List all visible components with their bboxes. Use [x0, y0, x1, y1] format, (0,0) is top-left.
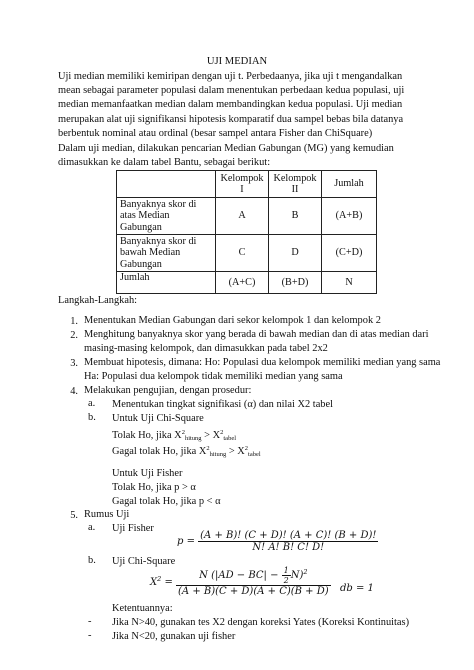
step-2-text-line2: masing-masing kelompok, dan dimasukkan pada tabel 2x2	[84, 343, 328, 354]
table-cell: D	[269, 235, 322, 272]
table-header-cell: Kelompok I	[216, 171, 269, 198]
table-header-cell: Jumlah	[322, 171, 377, 198]
table-cell: (B+D)	[269, 272, 322, 294]
step-5a-text: Uji Fisher	[112, 523, 154, 534]
table-cell: (A+C)	[216, 272, 269, 294]
tolak-fisher-rule: Tolak Ho, jika p > α	[112, 482, 196, 493]
list-number: 3.	[70, 358, 78, 369]
document-title: UJI MEDIAN	[206, 56, 268, 67]
list-number: 4.	[70, 386, 78, 397]
table-cell: Banyaknya skor di atas Median Gabungan	[117, 198, 216, 235]
median-table	[116, 170, 377, 294]
degrees-of-freedom: db = 1	[340, 583, 374, 594]
tabel-subscript: tabel	[248, 451, 261, 458]
fisher-heading: Untuk Uji Fisher	[112, 468, 183, 479]
table-header-row	[117, 171, 377, 198]
step-4b-text: Untuk Uji Chi-Square	[112, 413, 204, 424]
step-4a-text: Menentukan tingkat signifikasi (α) dan nilai X2 tabel	[112, 399, 333, 410]
chi-square-formula: $X^2$ = N (|AD − BC| − $\frac{1}{2}$ N)$^2$ (A + B)(C + D)(A + C)(B + D)	[150, 566, 329, 597]
fisher-lhs: p =	[177, 536, 195, 547]
table-intro-paragraph: Dalam uji median, dilakukan pencarian Median Gabungan (MG) yang kemudian dimasukkan ke dalam tabel Bantu, sebagai berikut:	[58, 143, 394, 169]
ketentuan-item: Jika N>40, gunakan tes X2 dengan koreksi Yates (Koreksi Kontinuitas)	[112, 617, 410, 628]
chi-denominator: (A + B)(C + D)(A + C)(B + D)	[178, 586, 329, 597]
step-2-text-line1: Menghitung banyaknya skor yang berada di bawah median dan di atas median dari	[84, 329, 429, 340]
chi-numerator: N (|AD − BC| − $\frac{1}{2}$ N)$^2$	[176, 566, 331, 586]
step-4-text: Melakukan pengujian, dengan prosedur:	[84, 385, 252, 396]
table-header-cell	[117, 171, 216, 198]
step-3-text-line2: Ha: Populasi dua kelompok tidak memiliki median yang sama	[84, 371, 343, 382]
fisher-formula	[177, 530, 378, 553]
gagal-fisher-rule: Gagal tolak Ho, jika p < α	[112, 496, 221, 507]
list-letter: b.	[88, 412, 96, 423]
bullet-dash: -	[88, 616, 92, 627]
hitung-subscript: hitung	[209, 451, 227, 458]
intro-paragraph: Uji median memiliki kemiripan dengan uji t. Perbedaanya, jika uji t mengandalkan mean sebagai parameter populasi dalam menentukan perbedaan kedua populasi, uji median memanfaatkan median dalam membandingkan kedua populasi. Uji median merupakan alat uji signifikansi hipotesis komparatif dua sampel bebas bila datanya berbentuk nominal atau ordinal (besar sampel antara Fisher dan ChiSquare)	[58, 71, 405, 139]
step-3-text-line1: Membuat hipotesis, dimana: Ho: Populasi dua kelompok memiliki median yang sama	[84, 357, 441, 368]
steps-heading: Langkah-Langkah:	[58, 295, 138, 306]
tolak-chi-rule: Tolak Ho, jika $X^2_{hitung} > X^2_{tabel}$	[112, 429, 237, 442]
table-cell: C	[216, 235, 269, 272]
table-cell: Banyaknya skor di bawah Median Gabungan	[117, 235, 216, 272]
table-cell: (A+B)	[322, 198, 377, 235]
step-5-text: Rumus Uji	[84, 509, 130, 520]
ketentuan-item: Jika N<20, gunakan uji fisher	[112, 631, 236, 642]
table-cell: Jumlah	[117, 272, 216, 294]
table-cell: B	[269, 198, 322, 235]
list-number: 2.	[70, 330, 78, 341]
tabel-subscript: tabel	[223, 435, 237, 442]
fisher-denominator: N! A! B! C! D!	[252, 542, 325, 553]
gagal-chi-rule: Gagal tolak Ho, jika $X^2_{hitung} > X^2_{tabel}$	[112, 445, 261, 458]
table-row	[117, 272, 377, 294]
hitung-subscript: hitung	[184, 435, 202, 442]
table-row	[117, 198, 377, 235]
table-cell: (C+D)	[322, 235, 377, 272]
list-letter: a.	[88, 522, 96, 533]
chi-lhs: X	[150, 577, 158, 588]
gagal-chi-prefix: Gagal tolak Ho, jika X	[112, 446, 207, 457]
table-header-cell: Kelompok II	[269, 171, 322, 198]
step-1-text: Menentukan Median Gabungan dari sekor kelompok 1 dan kelompok 2	[84, 315, 381, 326]
table-cell: A	[216, 198, 269, 235]
list-number: 5.	[70, 510, 78, 521]
list-letter: b.	[88, 555, 96, 566]
tolak-chi-prefix: Tolak Ho, jika X	[112, 430, 182, 441]
list-letter: a.	[88, 398, 96, 409]
table-row	[117, 235, 377, 272]
list-number: 1.	[70, 316, 78, 327]
fisher-numerator: (A + B)! (C + D)! (A + C)! (B + D)!	[200, 530, 377, 541]
ketentuan-heading: Ketentuannya:	[112, 603, 173, 614]
bullet-dash: -	[88, 630, 92, 641]
step-5b-text: Uji Chi-Square	[112, 556, 176, 567]
table-cell: N	[322, 272, 377, 294]
